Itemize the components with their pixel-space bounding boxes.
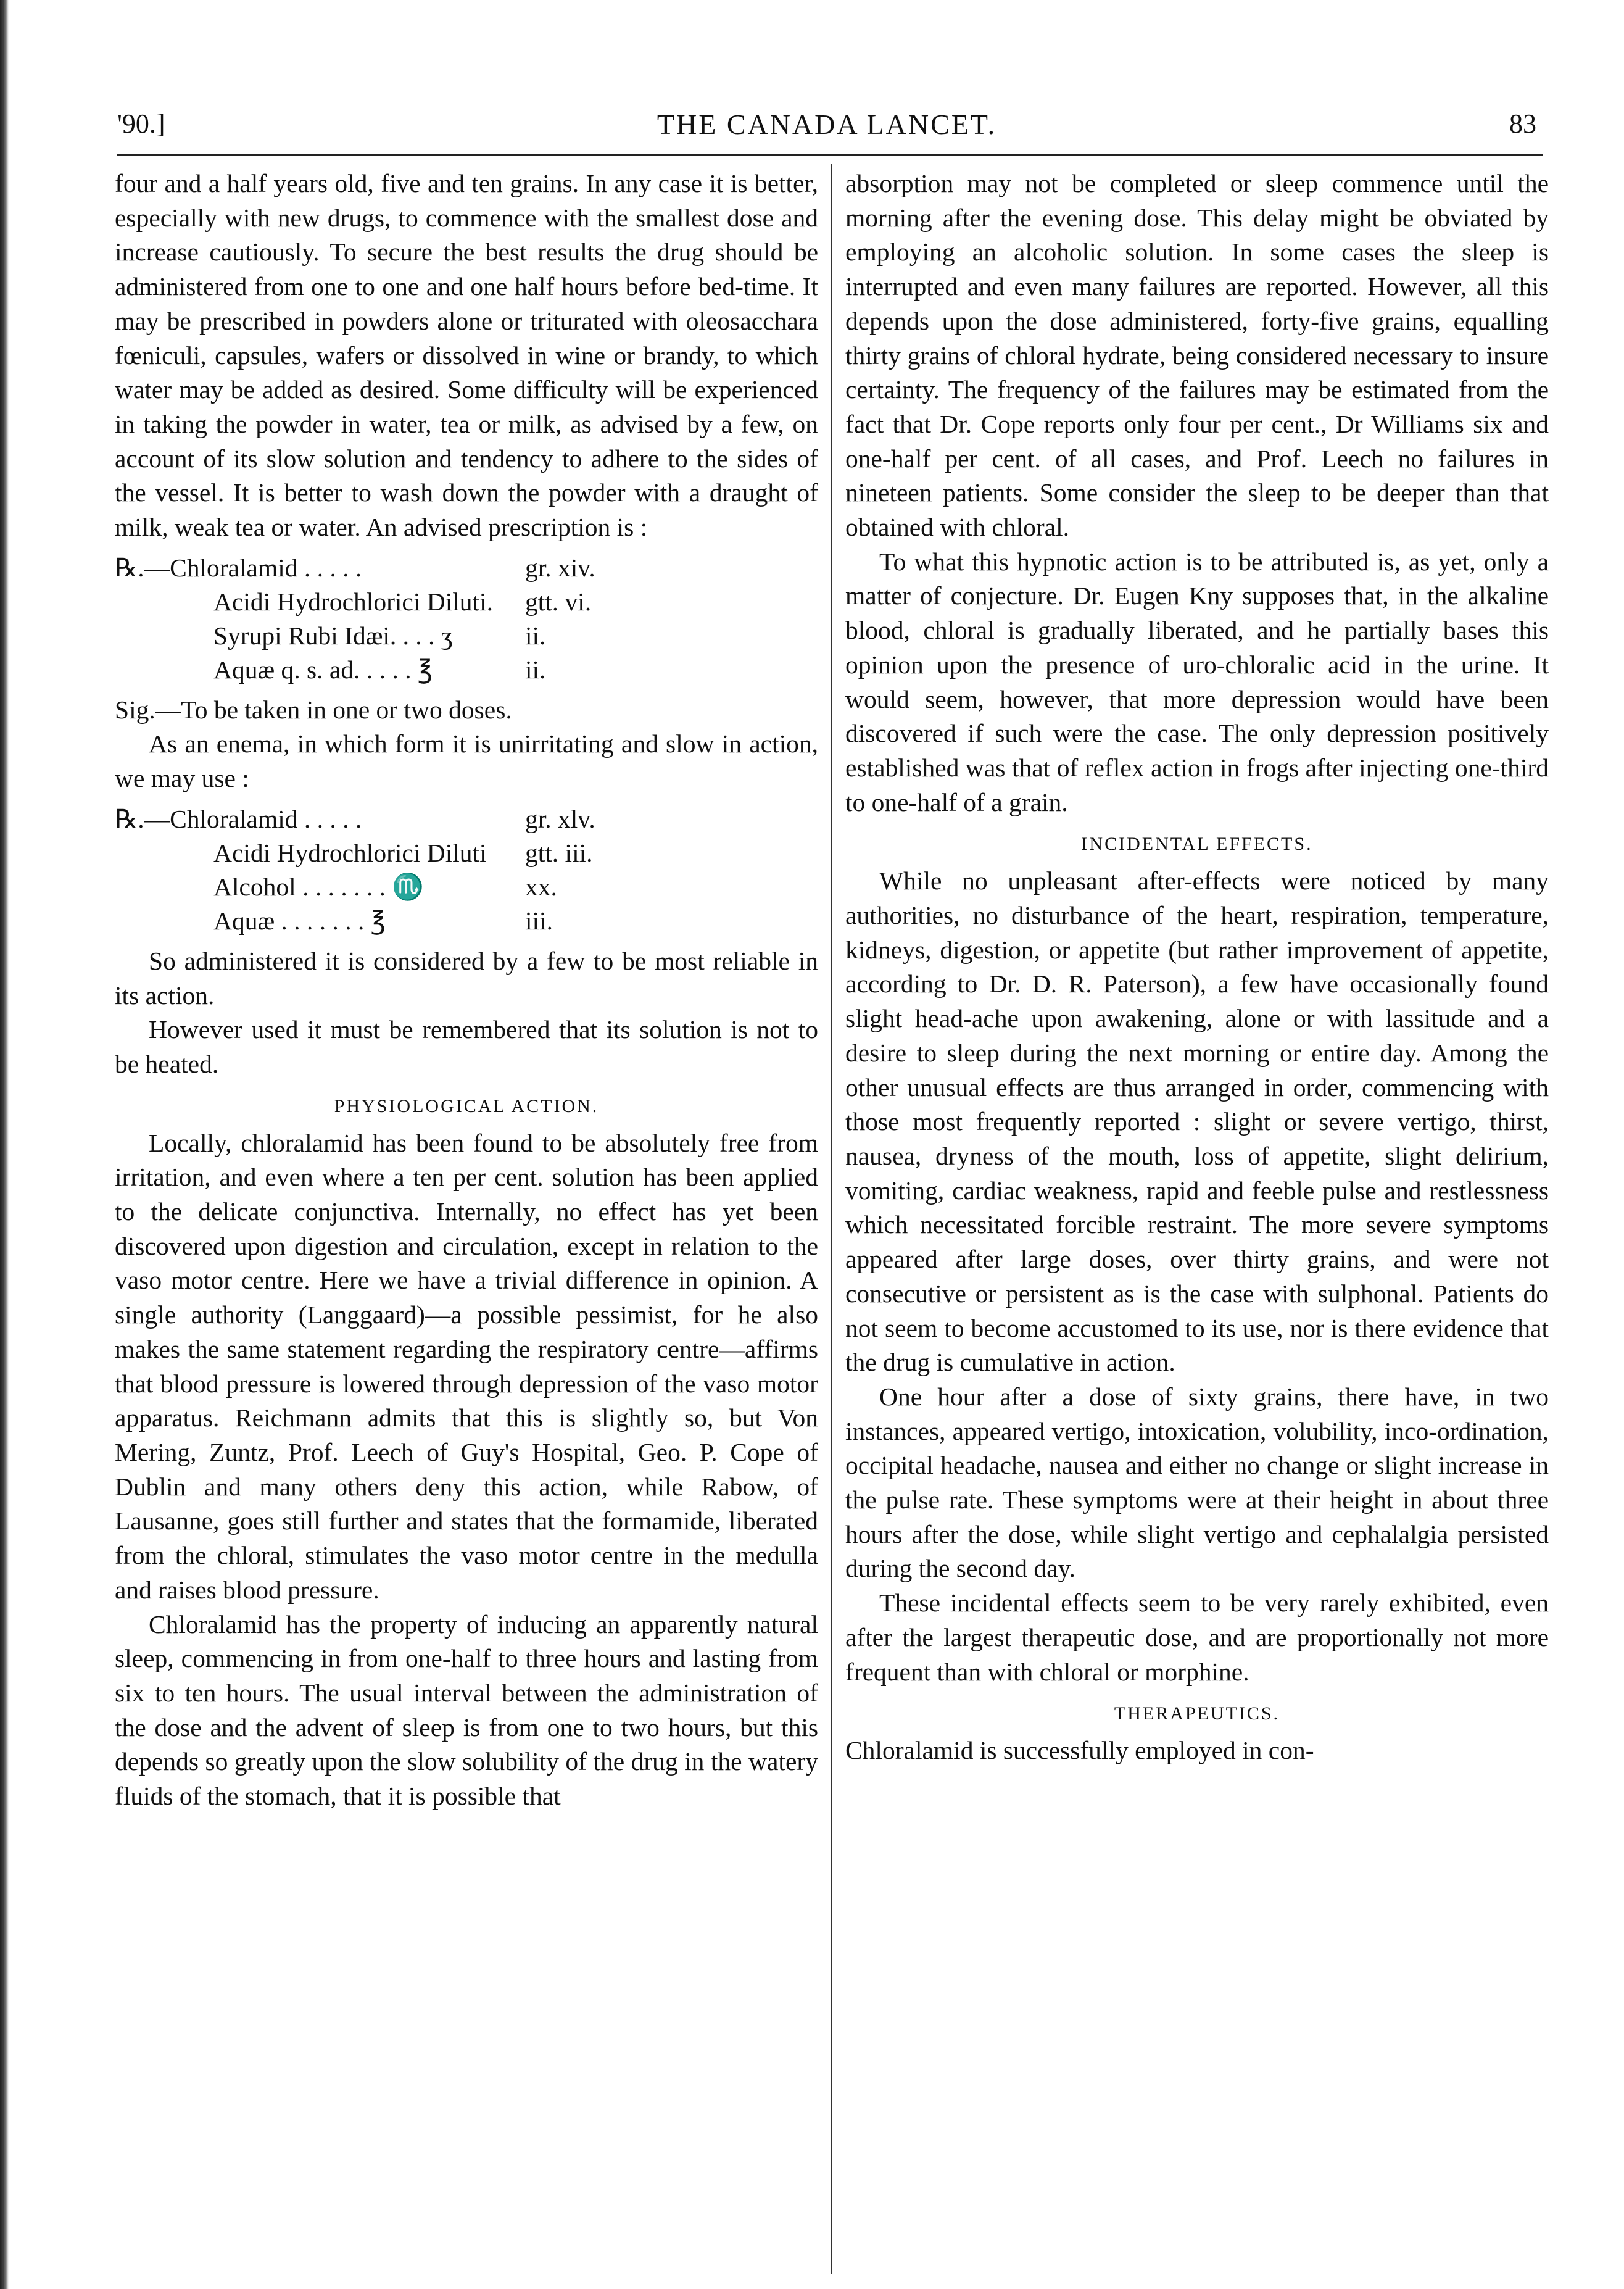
prescription-line (115, 904, 818, 938)
prescription-item: Alcohol . . . . . . . ♏ (213, 872, 424, 901)
paragraph-however: However used it must be remembered that its solution is not to be heated. (115, 1015, 818, 1078)
prescription-quantity: ii. (525, 621, 546, 650)
page-spine-shadow (0, 0, 9, 2289)
prescription-quantity: gr. xlv. (525, 804, 595, 833)
prescription-line (115, 585, 818, 619)
section-heading-incidental-effects: INCIDENTAL EFFECTS. (1081, 834, 1313, 855)
prescription-quantity: gtt. iii. (525, 838, 593, 867)
right-column (845, 167, 1549, 1768)
prescription-line (115, 802, 818, 836)
prescription-quantity: gtt. vi. (525, 587, 592, 616)
page-number: 83 (1509, 109, 1536, 139)
prescription-line (115, 836, 818, 870)
prescription-item: Syrupi Rubi Idæi. . . . ʒ (213, 621, 453, 650)
prescription-line (115, 619, 818, 653)
paragraph-these: These incidental effects seem to be very rarely exhibited, even after the largest therapeutic dose, and are proportionally not more frequent than with chloral or morphine. (845, 1589, 1549, 1686)
prescription-item: ℞.—Chloralamid . . . . . (115, 804, 362, 833)
left-column (115, 167, 818, 1814)
prescription-line (115, 653, 818, 687)
prescription-item: Aquæ q. s. ad. . . . . ℥ (213, 655, 433, 684)
column-divider (831, 164, 832, 2274)
prescription-item: ℞.—Chloralamid . . . . . (115, 553, 362, 582)
prescription-item: Acidi Hydrochlorici Diluti (213, 838, 487, 867)
prescription-quantity: ii. (525, 655, 546, 684)
prescription-quantity: iii. (525, 906, 553, 935)
paragraph-hypnotic-action: To what this hypnotic action is to be attributed is, as yet, only a matter of conjecture. Dr. Eugen Kny supposes that, in the alkaline blood, chloral is gradually liberated, and he partially bases this opinion upon the presence of uro-chloralic acid in the urine. It would seem, however, that more depression would have been discovered if such were the case. The only depression positively established was that of reflex action in frogs after injecting one-third to one-half of a grain. (845, 547, 1549, 816)
volume-year: '90.] (117, 109, 165, 139)
paragraph-absorption: absorption may not be completed or sleep commence until the morning after the evening dose. This delay might be obviated by employing an alcoholic solution. In some cases the sleep is interrupted and even many failures are reported. However, all this depends upon the dose administered, forty-five grains, equalling thirty grains of chloral hydrate, being considered necessary to insure certainty. The frequency of the failures may be estimated from the fact that Dr. Cope reports only four per cent., Dr Williams six and one-half per cent. of all cases, and Prof. Leech no failures in nineteen patients. Some consider the sleep to be deeper than that obtained with chloral. (845, 169, 1549, 542)
section-heading-therapeutics: THERAPEUTICS. (1114, 1703, 1280, 1724)
paragraph-one-hour: One hour after a dose of sixty grains, there have, in two instances, appeared vertigo, intoxication, volubility, inco-ordination, occipital headache, nausea and either no change or slight increase in the pulse rate. These symptoms were at their height in about three hours after the dose, while slight vertigo and cephalalgia persisted during the second day. (845, 1382, 1549, 1583)
paragraph-chloralamid-sleep: Chloralamid has the property of inducing an apparently natural sleep, commencing in from one-half to three hours and lasting from six to ten hours. The usual interval between the administration of the dose and the advent of sleep is from one to two hours, but this depends so greatly upon the slow solubility of the drug in the watery fluids of the stomach, that it is possible that (115, 1610, 818, 1811)
prescription-quantity: xx. (525, 872, 557, 901)
prescription-signature: Sig.—To be taken in one or two doses. (115, 695, 512, 724)
paragraph-enema: As an enema, in which form it is unirritating and slow in action, we may use : (115, 729, 818, 793)
paragraph-so-administered: So administered it is considered by a few to be most reliable in its action. (115, 946, 818, 1010)
paragraph-locally: Locally, chloralamid has been found to be absolutely free from irritation, and even where a ten per cent. solution has been applied to the delicate conjunctiva. Internally, no effect has yet been discovered upon digestion and circulation, except in relation to the vaso motor centre. Here we have a trivial difference in opinion. A single authority (Langgaard)—a possible pessimist, for he also makes the same statement regarding the respiratory centre—affirms that blood pressure is lowered through depression of the vaso motor apparatus. Reichmann admits that this is slightly so, but Von Mering, Zuntz, Prof. Leech of Guy's Hospital, Geo. P. Cope of Dublin and many others deny this action, while Rabow, of Lausanne, goes still further and states that the formamide, liberated from the chloral, stimulates the vaso motor centre in the medulla and raises blood pressure. (115, 1128, 818, 1604)
prescription-enema (115, 802, 818, 938)
prescription-quantity: gr. xiv. (525, 553, 595, 582)
paragraph-intro: four and a half years old, five and ten grains. In any case it is better, especially with new drugs, to commence with the smallest dose and increase cautiously. To secure the best results the drug should be administered from one to one and one half hours before bed-time. It may be prescribed in powders alone or triturated with oleosacchara fœniculi, capsules, wafers or dissolved in wine or brandy, to which water may be added as desired. Some difficulty will be experienced in taking the powder in water, tea or milk, as advised by a few, on account of its slow solution and tendency to adhere to the sides of the vessel. It is better to wash down the powder with a draught of milk, weak tea or water. An advised prescription is : (115, 169, 818, 542)
section-heading-physiological-action: PHYSIOLOGICAL ACTION. (334, 1095, 599, 1116)
header-rule (117, 154, 1543, 156)
paragraph-therapeutics-start: Chloralamid is successfully employed in con- (845, 1736, 1314, 1765)
prescription-line (115, 551, 818, 585)
prescription-oral (115, 551, 818, 687)
prescription-line (115, 870, 818, 904)
journal-title: THE CANADA LANCET. (657, 109, 997, 140)
prescription-item: Aquæ . . . . . . . ℥ (213, 906, 386, 935)
paragraph-while: While no unpleasant after-effects were noticed by many authorities, no disturbance of the heart, respiration, temperature, kidneys, digestion, or appetite (but rather improvement of appetite, according to Dr. D. R. Paterson), a few have occasionally found slight head-ache upon awakening, alone or with lassitude and a desire to sleep during the next morning or entire day. Among the other unusual effects are thus arranged in order, commencing with those most frequently reported : slight or severe vertigo, thirst, nausea, dryness of the mouth, loss of appetite, slight delirium, vomiting, cardiac weakness, rapid and feeble pulse and restlessness which necessitated forcible restraint. The more severe symptoms appeared after large doses, over thirty grains, and were not consecutive or persistent as is the case with sulphonal. Patients do not seem to become accustomed to its use, nor is there evidence that the drug is cumulative in action. (845, 866, 1549, 1377)
running-header (117, 108, 1536, 151)
prescription-item: Acidi Hydrochlorici Diluti. (213, 587, 493, 616)
